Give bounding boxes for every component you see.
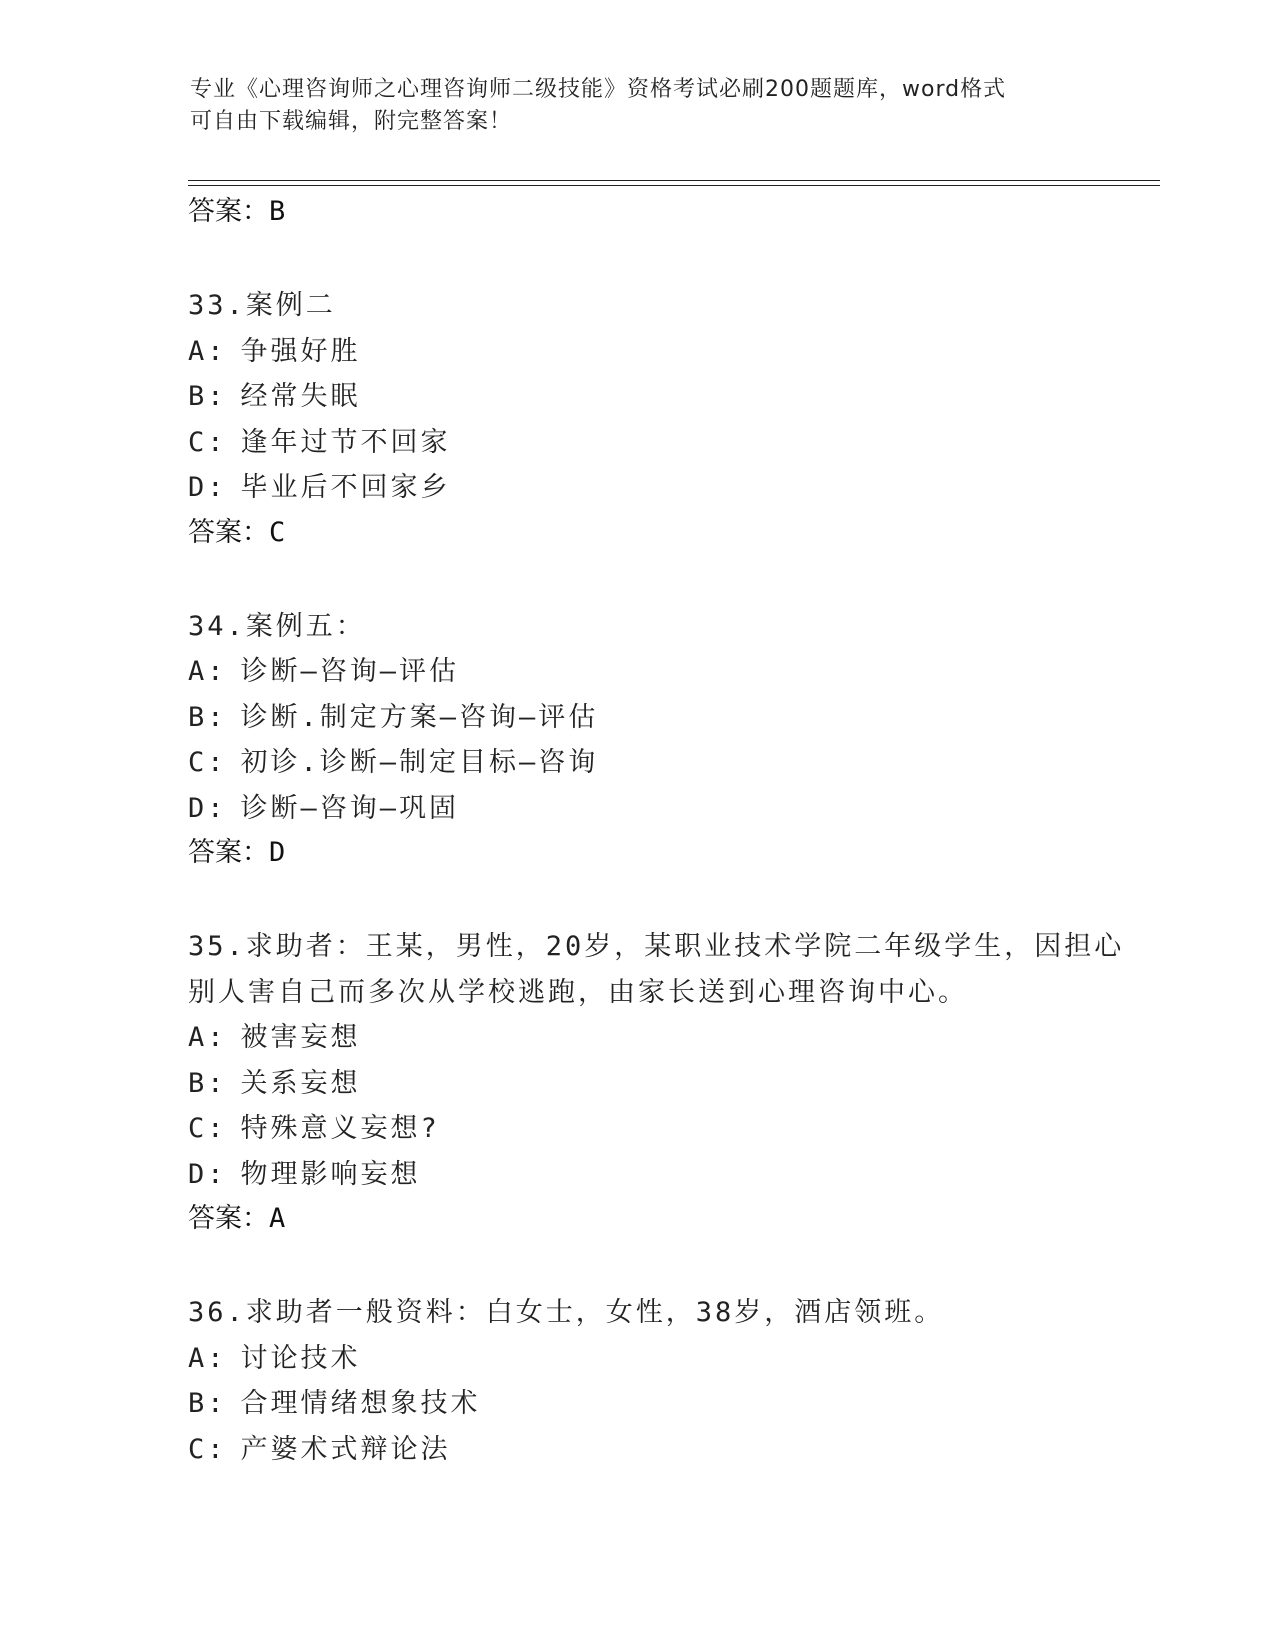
option-text: 物理影响妄想 (240, 1158, 421, 1190)
option-line (188, 329, 1088, 375)
question-item (188, 1290, 1088, 1472)
option-text: 特殊意义妄想? (240, 1113, 440, 1144)
option-text: 关系妄想 (240, 1067, 361, 1099)
option-text: 经常失眠 (240, 381, 361, 412)
answer-label: 答案： (188, 516, 269, 548)
option-key: A: (188, 335, 227, 367)
option-key: A: (188, 656, 227, 687)
option-text: 诊断—咨询—评估 (240, 656, 460, 687)
answer-value: D (269, 837, 286, 868)
answer-label: 答案： (188, 1203, 269, 1234)
option-key: C: (188, 1433, 227, 1465)
option-line (188, 1381, 1088, 1427)
option-line (188, 1152, 1088, 1198)
option-key: D: (188, 792, 227, 824)
answer-line (188, 511, 1088, 555)
answer-line (188, 1197, 1088, 1241)
option-line (188, 1015, 1088, 1061)
option-line (188, 740, 1088, 786)
question-item (188, 924, 1125, 1241)
question-item (188, 604, 1088, 876)
option-line (188, 465, 1088, 511)
option-text: 诊断.制定方案—咨询—评估 (240, 701, 599, 733)
answer-label: 答案： (188, 196, 269, 227)
option-text: 争强好胜 (240, 335, 361, 367)
header-divider-bottom (188, 185, 1160, 186)
option-key: C: (188, 1113, 227, 1144)
option-line (188, 1106, 1088, 1152)
option-text: 初诊.诊断—制定目标—咨询 (240, 747, 599, 778)
question-stem: 别人害自己而多次从学校逃跑，由家长送到心理咨询中心。 (188, 976, 968, 1008)
question-spacer (188, 555, 1088, 604)
option-text: 讨论技术 (240, 1342, 361, 1374)
question-spacer (188, 234, 1088, 283)
header-line-2: 可自由下载编辑，附完整答案！ (190, 109, 513, 134)
answer-label: 答案： (188, 837, 269, 868)
answer-value: C (269, 516, 286, 548)
header-divider-top (188, 180, 1160, 181)
option-line (188, 1336, 1088, 1382)
option-text: 毕业后不回家乡 (240, 472, 451, 503)
option-key: B: (188, 1067, 227, 1099)
answer-value: A (269, 1203, 286, 1234)
answer-value: B (269, 196, 286, 227)
option-key: A: (188, 1342, 227, 1374)
option-line (188, 420, 1088, 466)
header-line-1: 专业《心理咨询师之心理咨询师二级技能》资格考试必刷200题题库，word格式 (190, 77, 1007, 102)
option-key: B: (188, 1388, 227, 1419)
option-text: 合理情绪想象技术 (240, 1388, 481, 1419)
question-spacer (188, 875, 1088, 924)
question-stem: 36.求助者一般资料：白女士，女性，38岁，酒店领班。 (188, 1297, 945, 1328)
option-text: 诊断—咨询—巩固 (240, 792, 460, 824)
option-text: 被害妄想 (240, 1022, 361, 1053)
question-list (188, 190, 1125, 1472)
option-key: D: (188, 1158, 227, 1190)
option-key: A: (188, 1022, 227, 1053)
option-key: B: (188, 381, 227, 412)
answer-line (188, 831, 1088, 875)
option-key: B: (188, 701, 227, 733)
option-line (188, 695, 1088, 741)
question-item (188, 283, 1088, 555)
option-key: C: (188, 426, 227, 458)
question-stem: 34.案例五： (188, 610, 366, 642)
document-header (190, 74, 1090, 138)
option-text: 逢年过节不回家 (240, 426, 451, 458)
previous-answer (188, 190, 1088, 234)
question-stem: 35.求助者：王某，男性，20岁，某职业技术学院二年级学生，因担心 (188, 931, 1125, 962)
option-line (188, 786, 1088, 832)
option-key: C: (188, 747, 227, 778)
option-line (188, 1427, 1088, 1473)
option-line (188, 374, 1088, 420)
option-line (188, 649, 1088, 695)
option-key: D: (188, 472, 227, 503)
question-stem: 33.案例二 (188, 290, 336, 321)
question-spacer (188, 1241, 1088, 1290)
option-line (188, 1061, 1088, 1107)
option-text: 产婆术式辩论法 (240, 1433, 451, 1465)
